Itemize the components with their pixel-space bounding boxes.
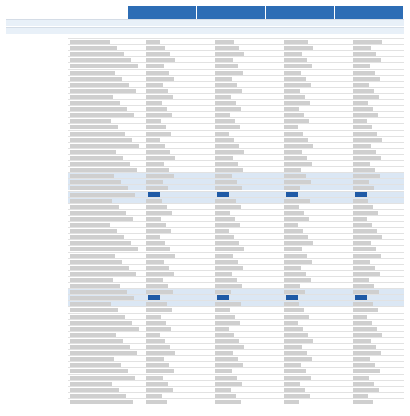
product-code-rows xyxy=(6,19,404,35)
code-row xyxy=(6,19,404,26)
spec-value-placeholder xyxy=(284,400,299,404)
spec-sheet xyxy=(6,6,404,404)
spec-row xyxy=(68,398,404,404)
product-column-3 xyxy=(266,6,335,19)
product-column-2 xyxy=(197,6,266,19)
product-header xyxy=(6,6,404,19)
spec-value-placeholder xyxy=(353,400,373,404)
spec-value-placeholder xyxy=(146,400,167,404)
spec-value-placeholder xyxy=(215,400,241,404)
product-column-1 xyxy=(128,6,197,19)
spec-label-placeholder xyxy=(70,400,133,404)
product-column-4 xyxy=(335,6,404,19)
code-row xyxy=(6,27,404,34)
